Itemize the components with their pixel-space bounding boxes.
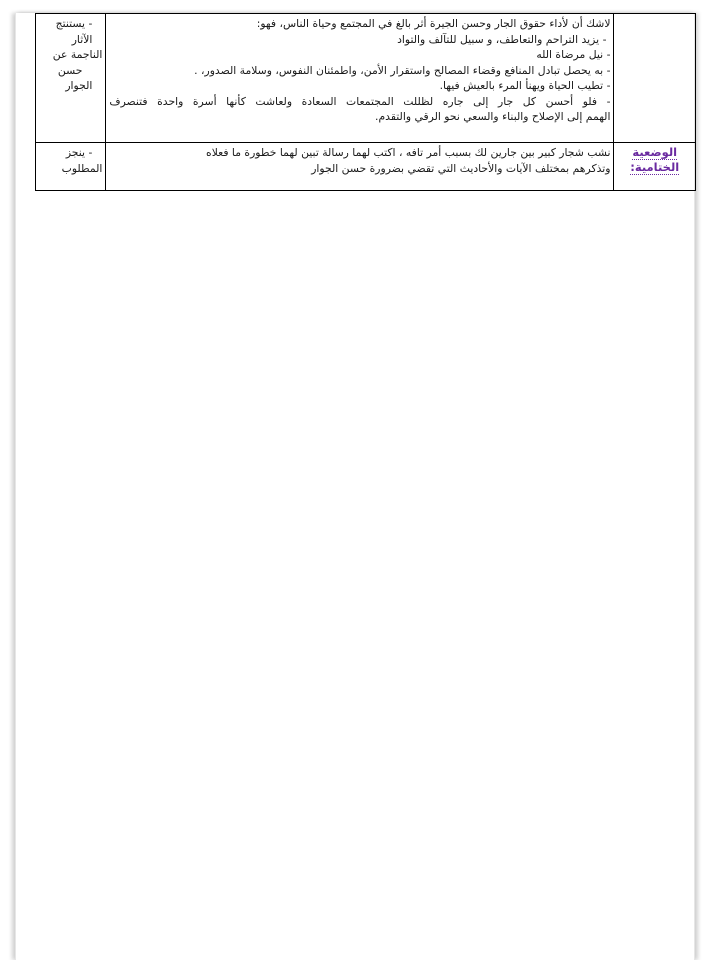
content-line: - يزيد التراحم والتعاطف، و سبيل للتآلف والتواد [397,32,607,46]
goal-line: الناجمة عن [52,48,103,61]
table-row [36,143,696,191]
goal-line: الجوار [65,79,93,92]
phase-label: الوضعية الختامية: [630,145,680,174]
content-line: لاشك أن لأداء حقوق الجار وحسن الجيرة أثر بالغ في المجتمع وحياة الناس، فهو: [256,17,611,30]
goal-line: - ينجز [65,146,93,159]
phase-cell [614,143,696,191]
goal-cell [36,143,106,191]
content-line: - فلو أحسن كل جار إلى جاره لظللت المجتمعات السعادة ولعاشت كأنها أسرة واحدة فتنصرف [109,94,611,108]
content-cell [106,14,614,143]
goal-cell [36,14,106,143]
content-cell [106,143,614,191]
goal-line: الآثار [71,32,93,46]
goal-line: المطلوب [61,161,103,175]
content-line: - نيل مرضاة الله [536,48,611,61]
goal-line: - يستنتج [55,17,93,30]
phase-cell [614,14,696,143]
content-line: الهمم إلى الإصلاح والبناء والسعي نحو الرقي والتقدم. [375,110,611,123]
lesson-table [35,13,696,191]
content-line: - تطيب الحياة ويهنأ المرء بالعيش فيها. [439,79,611,92]
document-page [15,13,695,960]
content-line: - به يحصل تبادل المنافع وقضاء المصالح واستقرار الأمن، واطمئنان النفوس، وسلامة الصدور، . [194,63,611,77]
content-line: نشب شجار كبير بين جارين لك بسبب أمر تافه ، اكتب لهما رسالة تبين لهما خطورة ما فعلاه [206,146,611,159]
goal-line: حسن [57,63,83,77]
content-line: وتذكرهم بمختلف الآيات والأحاديث التي تقضي بضرورة حسن الجوار [311,161,611,175]
table-row [36,14,696,143]
